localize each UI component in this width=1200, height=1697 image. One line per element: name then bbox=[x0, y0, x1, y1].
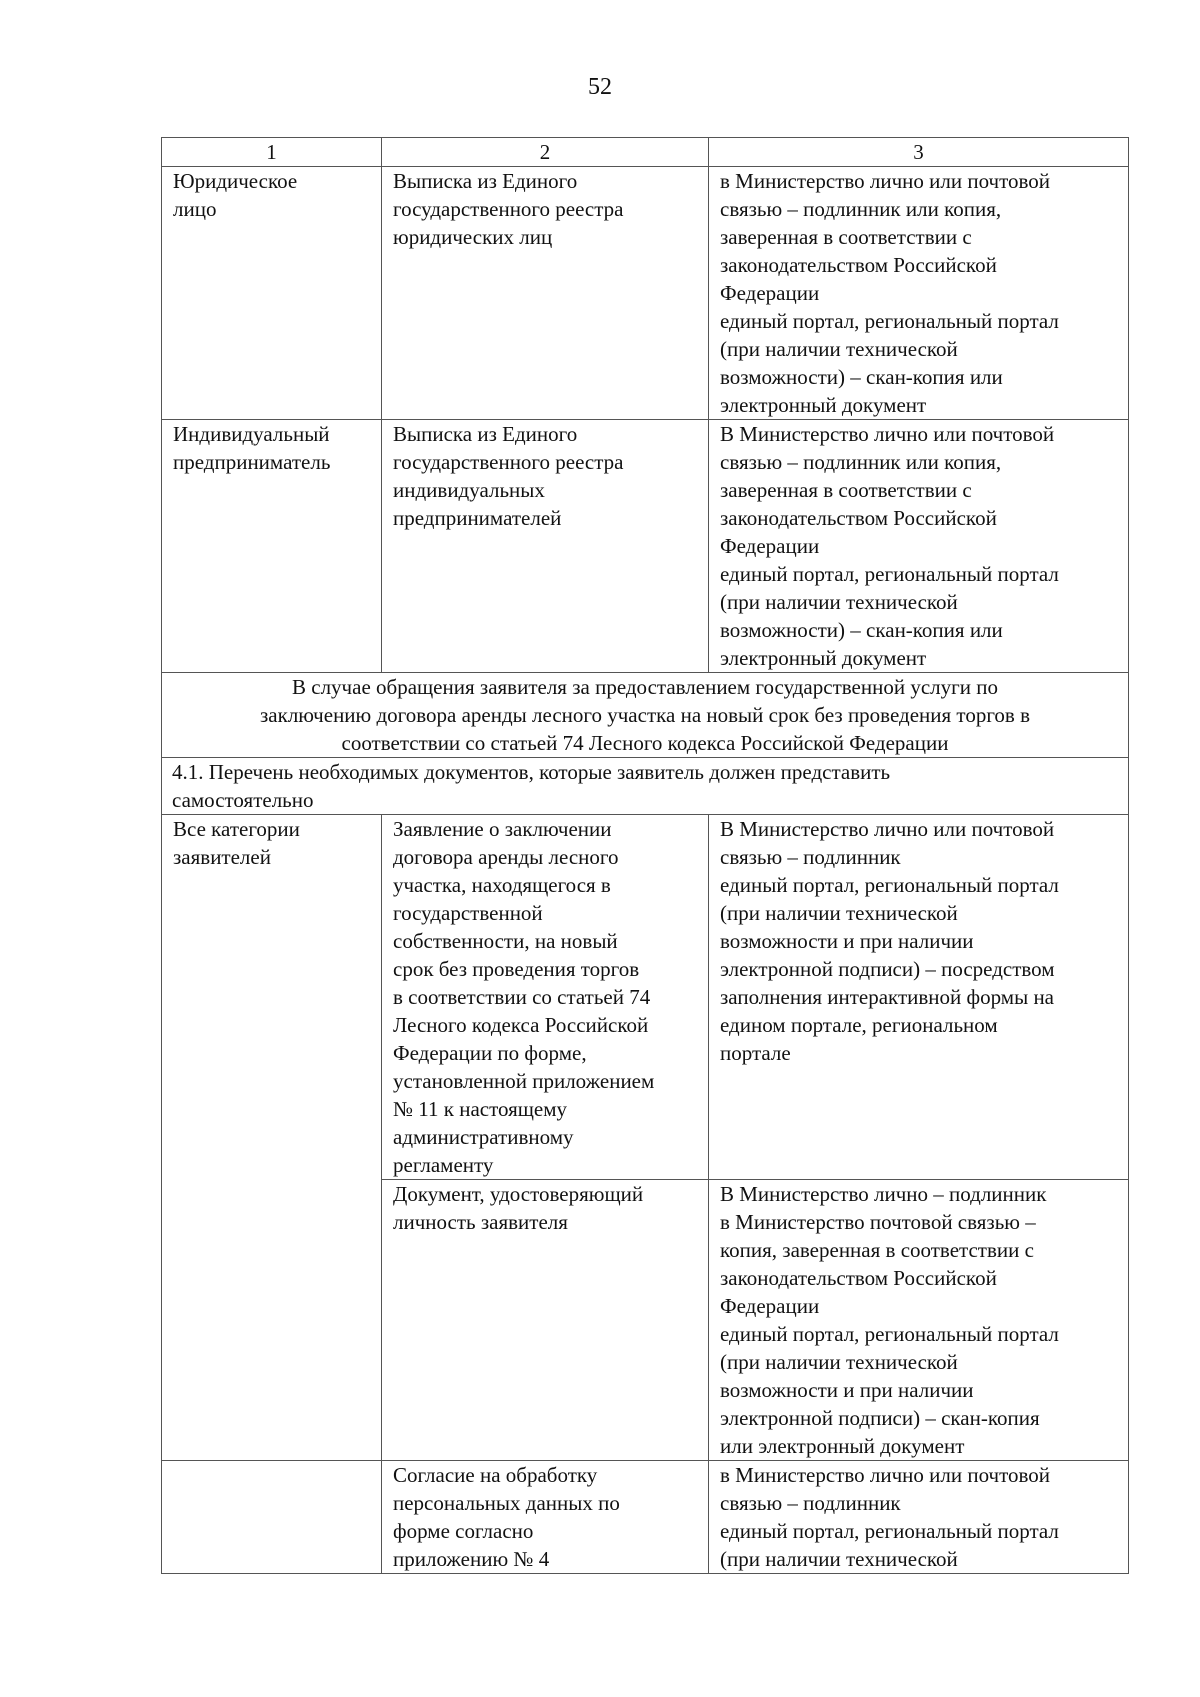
text-line: заявителей bbox=[173, 845, 271, 869]
text-line: регламенту bbox=[393, 1153, 494, 1177]
text-line: Заявление о заключении bbox=[393, 817, 612, 841]
table-row-application bbox=[162, 815, 1129, 1180]
subsection-heading-row bbox=[162, 758, 1129, 815]
text-line: собственности, на новый bbox=[393, 929, 618, 953]
text-line: В случае обращения заявителя за предоставлением государственной услуги по bbox=[292, 675, 998, 699]
text-line: электронный документ bbox=[720, 393, 927, 417]
text-line: административному bbox=[393, 1125, 574, 1149]
text-line: возможности) – скан-копия или bbox=[720, 365, 1003, 389]
submission-method-cell bbox=[709, 420, 1129, 673]
text-line: Выписка из Единого bbox=[393, 422, 578, 446]
text-line: единый портал, региональный портал bbox=[720, 562, 1059, 586]
text-line: Документ, удостоверяющий bbox=[393, 1182, 644, 1206]
text-line: Лесного кодекса Российской bbox=[393, 1013, 649, 1037]
text-line: возможности и при наличии bbox=[720, 929, 974, 953]
document-name-cell bbox=[382, 420, 709, 673]
submission-method-cell bbox=[709, 1461, 1129, 1574]
text-line: связью – подлинник или копия, bbox=[720, 450, 1002, 474]
text-line: юридических лиц bbox=[393, 225, 553, 249]
text-line: связью – подлинник bbox=[720, 845, 901, 869]
document-name-cell bbox=[382, 1461, 709, 1574]
text-line: предприниматель bbox=[173, 450, 331, 474]
text-line: или электронный документ bbox=[720, 1434, 965, 1458]
text-line: (при наличии технической bbox=[720, 1350, 958, 1374]
documents-table bbox=[161, 137, 1129, 1574]
column-number-3: 3 bbox=[709, 138, 1129, 167]
text-line: единый портал, региональный портал bbox=[720, 1519, 1059, 1543]
applicant-category-cell bbox=[162, 815, 382, 1461]
table-row-individual-entrepreneur bbox=[162, 420, 1129, 673]
applicant-category-cell bbox=[162, 1461, 382, 1574]
table-header-row bbox=[162, 138, 1129, 167]
text-line: возможности) – скан-копия или bbox=[720, 618, 1003, 642]
submission-method-cell bbox=[709, 815, 1129, 1180]
text-line: персональных данных по bbox=[393, 1491, 620, 1515]
page-number: 52 bbox=[588, 74, 612, 100]
text-line: электронной подписи) – посредством bbox=[720, 957, 1055, 981]
document-name-cell bbox=[382, 1180, 709, 1461]
submission-method-cell bbox=[709, 167, 1129, 420]
table-row-personal-data-consent bbox=[162, 1461, 1129, 1574]
text-line: личность заявителя bbox=[393, 1210, 568, 1234]
text-line: копия, заверенная в соответствии с bbox=[720, 1238, 1034, 1262]
text-line: связью – подлинник bbox=[720, 1491, 901, 1515]
text-line: 4.1. Перечень необходимых документов, которые заявитель должен представить bbox=[172, 760, 891, 784]
text-line: заключению договора аренды лесного участка на новый срок без проведения торгов в bbox=[260, 703, 1030, 727]
text-line: участка, находящегося в bbox=[393, 873, 611, 897]
text-line: единый портал, региональный портал bbox=[720, 309, 1059, 333]
section-heading-row bbox=[162, 673, 1129, 758]
text-line: возможности и при наличии bbox=[720, 1378, 974, 1402]
text-line: Выписка из Единого bbox=[393, 169, 578, 193]
text-line: установленной приложением bbox=[393, 1069, 655, 1093]
text-line: (при наличии технической bbox=[720, 1547, 958, 1571]
submission-method-cell bbox=[709, 1180, 1129, 1461]
text-line: форме согласно bbox=[393, 1519, 534, 1543]
text-line: Индивидуальный bbox=[173, 422, 330, 446]
text-line: Все категории bbox=[173, 817, 300, 841]
column-number-1: 1 bbox=[162, 138, 382, 167]
text-line: портале bbox=[720, 1041, 791, 1065]
text-line: приложению № 4 bbox=[393, 1547, 550, 1571]
text-line: электронный документ bbox=[720, 646, 927, 670]
text-line: заполнения интерактивной формы на bbox=[720, 985, 1055, 1009]
subsection-heading bbox=[162, 758, 1129, 815]
text-line: В Министерство лично или почтовой bbox=[720, 817, 1055, 841]
text-line: законодательством Российской bbox=[720, 506, 997, 530]
text-line: единый портал, региональный портал bbox=[720, 873, 1059, 897]
text-line: в Министерство лично или почтовой bbox=[720, 1463, 1051, 1487]
text-line: электронной подписи) – скан-копия bbox=[720, 1406, 1040, 1430]
text-line: Юридическое bbox=[173, 169, 298, 193]
text-line: в Министерство почтовой связью – bbox=[720, 1210, 1036, 1234]
text-line: единый портал, региональный портал bbox=[720, 1322, 1059, 1346]
text-line: государственного реестра bbox=[393, 450, 624, 474]
text-line: договора аренды лесного bbox=[393, 845, 619, 869]
text-line: законодательством Российской bbox=[720, 253, 997, 277]
text-line: срок без проведения торгов bbox=[393, 957, 640, 981]
section-heading bbox=[162, 673, 1129, 758]
document-name-cell bbox=[382, 167, 709, 420]
text-line: индивидуальных bbox=[393, 478, 545, 502]
table-row-legal-entity bbox=[162, 167, 1129, 420]
text-line: заверенная в соответствии с bbox=[720, 225, 972, 249]
text-line: в соответствии со статьей 74 bbox=[393, 985, 651, 1009]
text-line: самостоятельно bbox=[172, 788, 314, 812]
text-line: государственного реестра bbox=[393, 197, 624, 221]
text-line: (при наличии технической bbox=[720, 590, 958, 614]
text-line: Согласие на обработку bbox=[393, 1463, 598, 1487]
text-line: Федерации по форме, bbox=[393, 1041, 587, 1065]
text-line: Федерации bbox=[720, 281, 820, 305]
text-line: едином портале, региональном bbox=[720, 1013, 998, 1037]
text-line: (при наличии технической bbox=[720, 337, 958, 361]
text-line: (при наличии технической bbox=[720, 901, 958, 925]
text-line: лицо bbox=[173, 197, 217, 221]
text-line: Федерации bbox=[720, 534, 820, 558]
text-line: В Министерство лично или почтовой bbox=[720, 422, 1055, 446]
text-line: в Министерство лично или почтовой bbox=[720, 169, 1051, 193]
text-line: В Министерство лично – подлинник bbox=[720, 1182, 1047, 1206]
document-name-cell bbox=[382, 815, 709, 1180]
text-line: связью – подлинник или копия, bbox=[720, 197, 1002, 221]
text-line: законодательством Российской bbox=[720, 1266, 997, 1290]
text-line: заверенная в соответствии с bbox=[720, 478, 972, 502]
applicant-category-cell bbox=[162, 420, 382, 673]
applicant-category-cell bbox=[162, 167, 382, 420]
column-number-2: 2 bbox=[382, 138, 709, 167]
text-line: государственной bbox=[393, 901, 543, 925]
text-line: предпринимателей bbox=[393, 506, 562, 530]
text-line: № 11 к настоящему bbox=[393, 1097, 568, 1121]
text-line: Федерации bbox=[720, 1294, 820, 1318]
text-line: соответствии со статьей 74 Лесного кодекса Российской Федерации bbox=[341, 731, 949, 755]
